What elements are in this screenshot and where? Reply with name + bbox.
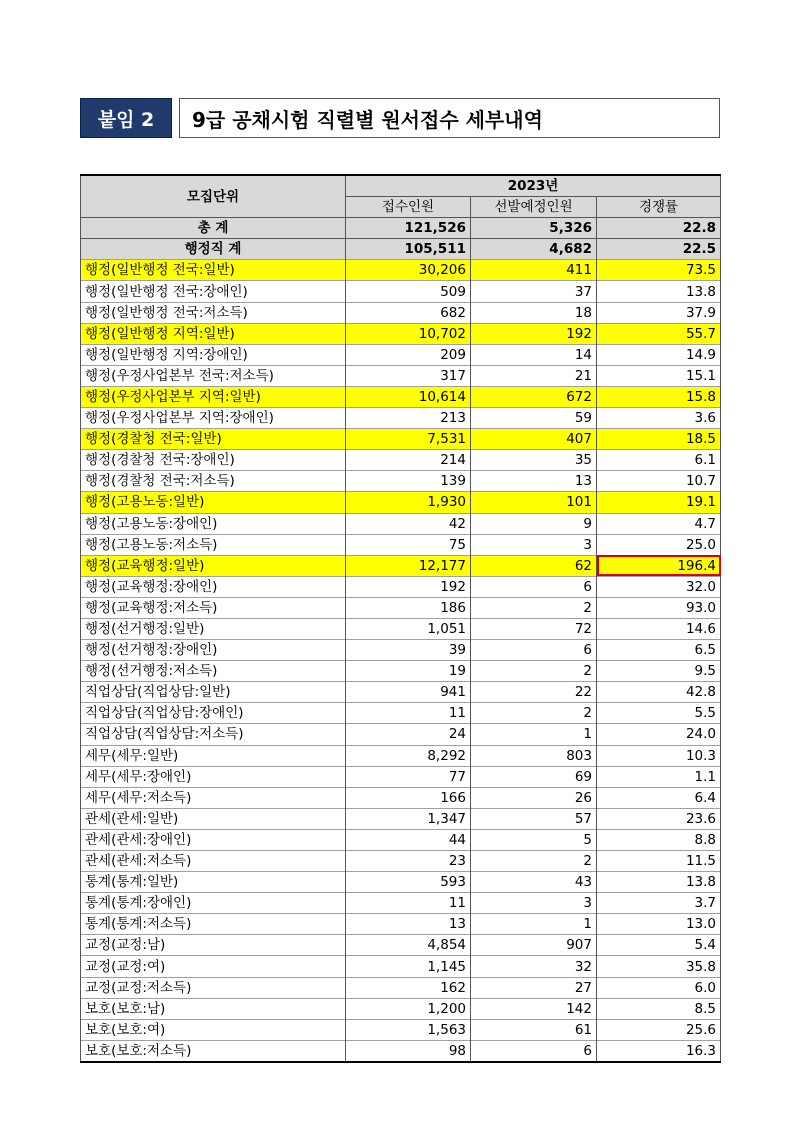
ratio-cell: 15.1: [597, 365, 721, 386]
planned-cell: 26: [471, 787, 597, 808]
planned-cell: 2: [471, 851, 597, 872]
table-row: [81, 914, 721, 935]
unit-cell: 통계(통계:장애인): [81, 893, 346, 914]
planned-cell: 411: [471, 260, 597, 281]
unit-cell: 행정(고용노동:저소득): [81, 534, 346, 555]
unit-cell: 보호(보호:저소득): [81, 1040, 346, 1062]
planned-cell: 5: [471, 829, 597, 850]
ratio-cell: 25.6: [597, 1019, 721, 1040]
ratio-cell: 6.4: [597, 787, 721, 808]
table-row: [81, 260, 721, 281]
year-header: 2023년: [346, 175, 721, 197]
planned-cell: 9: [471, 513, 597, 534]
planned-cell: 101: [471, 492, 597, 513]
applicants-cell: 13: [346, 914, 471, 935]
ratio-cell: 32.0: [597, 576, 721, 597]
ratio-cell: 3.7: [597, 893, 721, 914]
applicants-cell: 23: [346, 851, 471, 872]
applicants-cell: 75: [346, 534, 471, 555]
ratio-cell: 6.1: [597, 450, 721, 471]
table-row: [81, 682, 721, 703]
ratio-cell: 55.7: [597, 323, 721, 344]
unit-cell: 행정(일반행정 전국:일반): [81, 260, 346, 281]
planned-cell: 21: [471, 365, 597, 386]
unit-cell: 세무(세무:장애인): [81, 766, 346, 787]
table-row: [81, 661, 721, 682]
document-title: 9급 공채시험 직렬별 원서접수 세부내역: [179, 98, 720, 138]
applicants-cell: 44: [346, 829, 471, 850]
applicants-cell: 30,206: [346, 260, 471, 281]
ratio-cell: 25.0: [597, 534, 721, 555]
ratio-cell: 42.8: [597, 682, 721, 703]
unit-cell: 행정(우정사업본부 지역:장애인): [81, 408, 346, 429]
unit-cell: 행정(일반행정 지역:장애인): [81, 344, 346, 365]
applicants-cell: 1,200: [346, 998, 471, 1019]
table-row: [81, 302, 721, 323]
planned-cell: 2: [471, 703, 597, 724]
col-ratio-header: 경쟁률: [597, 197, 721, 218]
table-row: [81, 787, 721, 808]
unit-cell: 행정(경찰청 전국:저소득): [81, 471, 346, 492]
planned-cell: 72: [471, 618, 597, 639]
planned-cell: 61: [471, 1019, 597, 1040]
ratio-cell: 5.5: [597, 703, 721, 724]
applicants-cell: 941: [346, 682, 471, 703]
unit-cell: 교정(교정:남): [81, 935, 346, 956]
ratio-cell: 3.6: [597, 408, 721, 429]
ratio-cell: 23.6: [597, 808, 721, 829]
table-row: [81, 344, 721, 365]
unit-cell: 행정(일반행정 전국:저소득): [81, 302, 346, 323]
ratio-cell: 10.7: [597, 471, 721, 492]
unit-cell: 관세(관세:일반): [81, 808, 346, 829]
table-row: [81, 766, 721, 787]
planned-cell: 37: [471, 281, 597, 302]
planned-cell: 59: [471, 408, 597, 429]
ratio-cell: 22.8: [597, 218, 721, 239]
unit-cell: 직업상담(직업상담:장애인): [81, 703, 346, 724]
planned-cell: 672: [471, 386, 597, 407]
table-row: [81, 492, 721, 513]
planned-cell: 69: [471, 766, 597, 787]
unit-cell: 행정(선거행정:저소득): [81, 661, 346, 682]
table-row: [81, 829, 721, 850]
col-applicants-header: 접수인원: [346, 197, 471, 218]
table-row: [81, 365, 721, 386]
applicants-cell: 11: [346, 703, 471, 724]
ratio-cell: 11.5: [597, 851, 721, 872]
unit-cell: 교정(교정:저소득): [81, 977, 346, 998]
applicants-cell: 209: [346, 344, 471, 365]
table-row: [81, 703, 721, 724]
applicants-cell: 8,292: [346, 745, 471, 766]
table-row: [81, 998, 721, 1019]
ratio-cell: 8.5: [597, 998, 721, 1019]
applicants-cell: 7,531: [346, 429, 471, 450]
ratio-cell: 93.0: [597, 597, 721, 618]
unit-cell: 통계(통계:일반): [81, 872, 346, 893]
table-row: [81, 408, 721, 429]
applicants-cell: 19: [346, 661, 471, 682]
applicants-cell: 11: [346, 893, 471, 914]
planned-cell: 3: [471, 534, 597, 555]
ratio-cell: 10.3: [597, 745, 721, 766]
ratio-cell: 13.0: [597, 914, 721, 935]
ratio-cell: 4.7: [597, 513, 721, 534]
unit-cell: 행정(고용노동:일반): [81, 492, 346, 513]
summary-row: [81, 218, 721, 239]
applicants-cell: 121,526: [346, 218, 471, 239]
table-row: [81, 872, 721, 893]
ratio-cell: 35.8: [597, 956, 721, 977]
unit-cell: 행정(우정사업본부 전국:저소득): [81, 365, 346, 386]
planned-cell: 5,326: [471, 218, 597, 239]
table-row: [81, 597, 721, 618]
unit-cell: 보호(보호:여): [81, 1019, 346, 1040]
planned-cell: 1: [471, 724, 597, 745]
planned-cell: 18: [471, 302, 597, 323]
planned-cell: 6: [471, 576, 597, 597]
ratio-cell: 14.6: [597, 618, 721, 639]
table-row: [81, 1040, 721, 1062]
unit-cell: 행정직 계: [81, 239, 346, 260]
applicants-cell: 10,614: [346, 386, 471, 407]
summary-row: [81, 239, 721, 260]
table-row: [81, 450, 721, 471]
ratio-cell: 14.9: [597, 344, 721, 365]
applicants-cell: 10,702: [346, 323, 471, 344]
table-row: [81, 977, 721, 998]
planned-cell: 803: [471, 745, 597, 766]
applicants-cell: 593: [346, 872, 471, 893]
applicants-cell: 1,051: [346, 618, 471, 639]
table-row: [81, 640, 721, 661]
table-row: [81, 956, 721, 977]
unit-cell: 총 계: [81, 218, 346, 239]
applicants-cell: 1,930: [346, 492, 471, 513]
planned-cell: 35: [471, 450, 597, 471]
ratio-cell: 8.8: [597, 829, 721, 850]
ratio-cell: 22.5: [597, 239, 721, 260]
planned-cell: 6: [471, 1040, 597, 1062]
applicants-cell: 1,347: [346, 808, 471, 829]
applicants-cell: 213: [346, 408, 471, 429]
table-row: [81, 724, 721, 745]
table-row: [81, 534, 721, 555]
unit-cell: 행정(일반행정 지역:일반): [81, 323, 346, 344]
applicants-cell: 4,854: [346, 935, 471, 956]
unit-cell: 행정(교육행정:저소득): [81, 597, 346, 618]
planned-cell: 2: [471, 597, 597, 618]
planned-cell: 57: [471, 808, 597, 829]
table-row: [81, 386, 721, 407]
applicants-cell: 1,145: [346, 956, 471, 977]
applicants-cell: 139: [346, 471, 471, 492]
planned-cell: 27: [471, 977, 597, 998]
table-row: [81, 555, 721, 576]
table-row: [81, 471, 721, 492]
ratio-cell: 196.4: [597, 555, 721, 576]
ratio-cell: 13.8: [597, 872, 721, 893]
unit-cell: 행정(교육행정:일반): [81, 555, 346, 576]
planned-cell: 13: [471, 471, 597, 492]
unit-cell: 세무(세무:일반): [81, 745, 346, 766]
planned-cell: 62: [471, 555, 597, 576]
applicants-cell: 166: [346, 787, 471, 808]
applicants-cell: 509: [346, 281, 471, 302]
ratio-cell: 37.9: [597, 302, 721, 323]
table-row: [81, 429, 721, 450]
ratio-cell: 13.8: [597, 281, 721, 302]
applicants-cell: 12,177: [346, 555, 471, 576]
planned-cell: 32: [471, 956, 597, 977]
applicants-cell: 105,511: [346, 239, 471, 260]
table-row: [81, 513, 721, 534]
ratio-cell: 19.1: [597, 492, 721, 513]
applicants-cell: 162: [346, 977, 471, 998]
applicants-cell: 186: [346, 597, 471, 618]
ratio-cell: 15.8: [597, 386, 721, 407]
applicants-cell: 192: [346, 576, 471, 597]
planned-cell: 142: [471, 998, 597, 1019]
unit-cell: 행정(교육행정:장애인): [81, 576, 346, 597]
ratio-cell: 18.5: [597, 429, 721, 450]
applicants-cell: 1,563: [346, 1019, 471, 1040]
ratio-cell: 1.1: [597, 766, 721, 787]
ratio-cell: 73.5: [597, 260, 721, 281]
unit-cell: 행정(일반행정 전국:장애인): [81, 281, 346, 302]
unit-cell: 교정(교정:여): [81, 956, 346, 977]
document-header: [80, 98, 720, 138]
applicants-cell: 214: [346, 450, 471, 471]
unit-cell: 행정(선거행정:장애인): [81, 640, 346, 661]
applicants-cell: 317: [346, 365, 471, 386]
unit-cell: 행정(경찰청 전국:일반): [81, 429, 346, 450]
planned-cell: 1: [471, 914, 597, 935]
unit-cell: 직업상담(직업상담:저소득): [81, 724, 346, 745]
planned-cell: 14: [471, 344, 597, 365]
applicants-cell: 24: [346, 724, 471, 745]
unit-cell: 통계(통계:저소득): [81, 914, 346, 935]
table-row: [81, 618, 721, 639]
unit-cell: 행정(우정사업본부 지역:일반): [81, 386, 346, 407]
table-row: [81, 323, 721, 344]
planned-cell: 192: [471, 323, 597, 344]
unit-cell: 행정(경찰청 전국:장애인): [81, 450, 346, 471]
planned-cell: 2: [471, 661, 597, 682]
table-row: [81, 576, 721, 597]
planned-cell: 407: [471, 429, 597, 450]
unit-cell: 세무(세무:저소득): [81, 787, 346, 808]
applications-table: [80, 174, 721, 1063]
table-row: [81, 745, 721, 766]
ratio-cell: 5.4: [597, 935, 721, 956]
col-unit-header: 모집단위: [81, 175, 346, 218]
planned-cell: 3: [471, 893, 597, 914]
planned-cell: 22: [471, 682, 597, 703]
ratio-cell: 6.0: [597, 977, 721, 998]
planned-cell: 43: [471, 872, 597, 893]
unit-cell: 행정(선거행정:일반): [81, 618, 346, 639]
applicants-cell: 682: [346, 302, 471, 323]
planned-cell: 6: [471, 640, 597, 661]
ratio-cell: 9.5: [597, 661, 721, 682]
table-row: [81, 1019, 721, 1040]
col-planned-header: 선발예정인원: [471, 197, 597, 218]
unit-cell: 직업상담(직업상담:일반): [81, 682, 346, 703]
applicants-cell: 77: [346, 766, 471, 787]
table-row: [81, 808, 721, 829]
planned-cell: 4,682: [471, 239, 597, 260]
table-row: [81, 893, 721, 914]
applicants-cell: 42: [346, 513, 471, 534]
unit-cell: 관세(관세:저소득): [81, 851, 346, 872]
planned-cell: 907: [471, 935, 597, 956]
unit-cell: 행정(고용노동:장애인): [81, 513, 346, 534]
applicants-cell: 39: [346, 640, 471, 661]
table-row: [81, 935, 721, 956]
ratio-cell: 16.3: [597, 1040, 721, 1062]
unit-cell: 관세(관세:장애인): [81, 829, 346, 850]
unit-cell: 보호(보호:남): [81, 998, 346, 1019]
table-row: [81, 281, 721, 302]
ratio-cell: 6.5: [597, 640, 721, 661]
ratio-cell: 24.0: [597, 724, 721, 745]
attachment-badge: 붙임 2: [80, 98, 172, 138]
table-row: [81, 851, 721, 872]
applicants-cell: 98: [346, 1040, 471, 1062]
